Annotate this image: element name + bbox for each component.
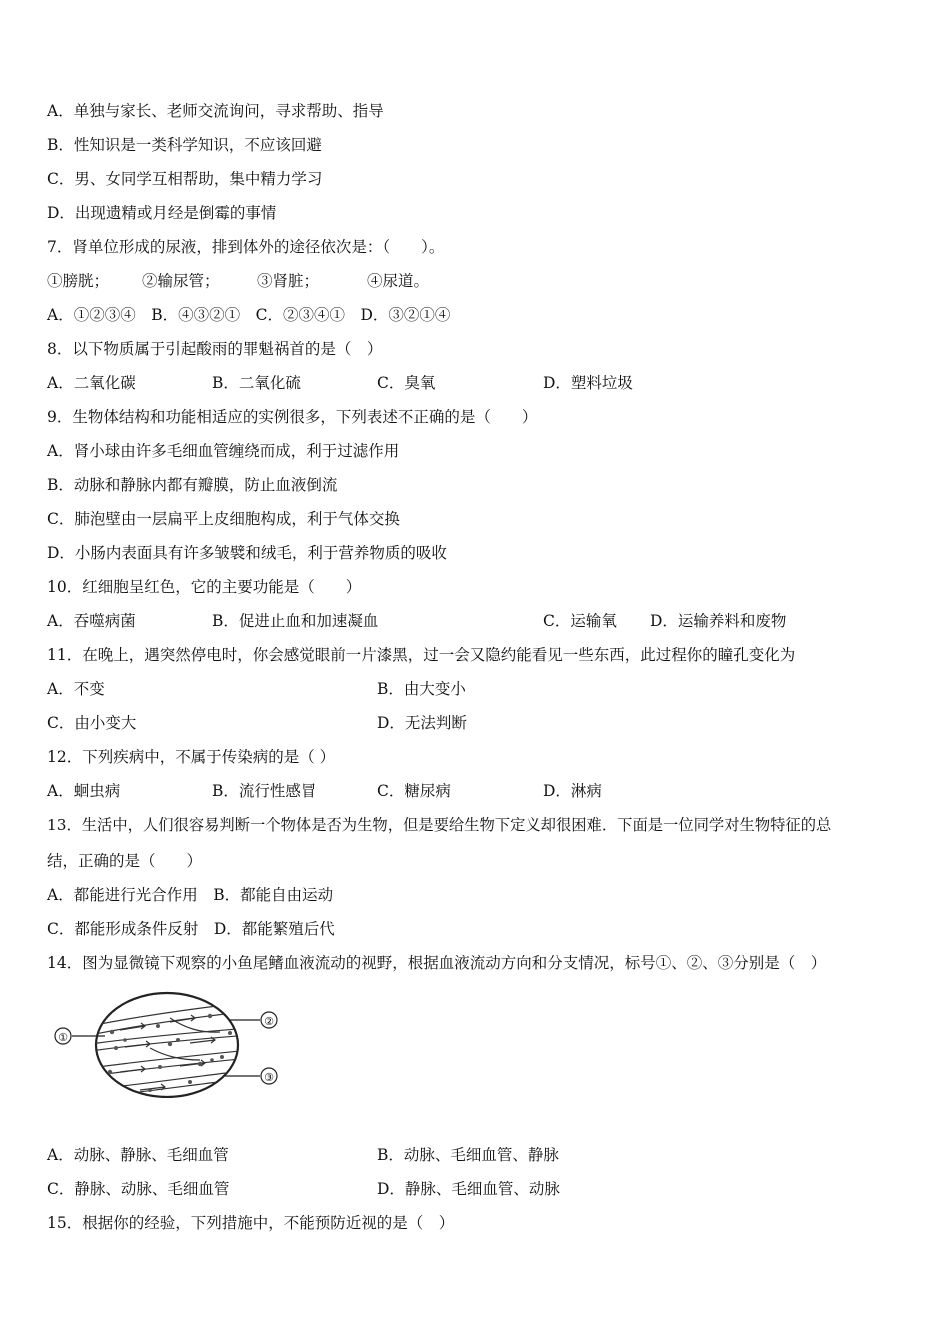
q11-stem: 11．在晚上，遇突然停电时，你会感觉眼前一片漆黑，过一会又隐约能看见一些东西，此过程你的瞳孔变化为 — [47, 646, 796, 664]
q6-option-b: B．性知识是一类科学知识，不应该回避 — [47, 136, 322, 154]
label-3: ③ — [264, 1071, 274, 1084]
q9-option-a: A．肾小球由许多毛细血管缠绕而成，利于过滤作用 — [47, 442, 400, 460]
q7-item-2: ②输尿管； — [142, 272, 220, 290]
q11-option-b: B．由大变小 — [377, 680, 466, 698]
view-field-circle — [96, 993, 238, 1097]
q10-option-d: D．运输养料和废物 — [650, 612, 787, 630]
q10-option-a: A．吞噬病菌 — [47, 612, 136, 630]
q13-stem-line1: 13．生活中，人们很容易判断一个物体是否为生物，但是要给生物下定义却很困难．下面是一位同学对生物特征的总 — [47, 816, 832, 834]
label-1: ① — [58, 1031, 68, 1044]
q15-stem: 15．根据你的经验，下列措施中，不能预防近视的是（ ） — [47, 1214, 455, 1232]
q8-option-a: A．二氧化碳 — [47, 374, 136, 392]
q9-option-c: C．肺泡壁由一层扁平上皮细胞构成，利于气体交换 — [47, 510, 400, 528]
q11-option-c: C．由小变大 — [47, 714, 137, 732]
q12-option-b: B．流行性感冒 — [212, 782, 317, 800]
q14-option-c: C．静脉、动脉、毛细血管 — [47, 1180, 230, 1198]
q8-option-c: C．臭氧 — [377, 374, 436, 392]
q12-option-c: C．糖尿病 — [377, 782, 451, 800]
q14-option-b: B．动脉、毛细血管、静脉 — [377, 1146, 559, 1164]
q10-option-c: C．运输氧 — [543, 612, 617, 630]
q6-option-d: D．出现遗精或月经是倒霉的事情 — [47, 204, 277, 222]
q13-options-ab: A．都能进行光合作用 B．都能自由运动 — [47, 886, 334, 904]
q11-option-d: D．无法判断 — [377, 714, 467, 732]
q14-option-d: D．静脉、毛细血管、动脉 — [377, 1180, 560, 1198]
q10-option-b: B．促进止血和加速凝血 — [212, 612, 379, 630]
q7-item-3: ③肾脏； — [257, 272, 320, 290]
q7-options: A．①②③④ B．④③②① C．②③④① D．③②①④ — [47, 306, 451, 324]
q12-option-d: D．淋病 — [543, 782, 602, 800]
q10-stem: 10．红细胞呈红色，它的主要功能是（ ） — [47, 578, 362, 596]
q7-item-1: ①膀胱； — [47, 272, 110, 290]
q14-option-a: A．动脉、静脉、毛细血管 — [47, 1146, 229, 1164]
q12-stem: 12．下列疾病中，不属于传染病的是（ ） — [47, 748, 336, 766]
q7-stem: 7．肾单位形成的尿液，排到体外的途径依次是：（ ）。 — [47, 238, 445, 256]
q6-option-c: C．男、女同学互相帮助，集中精力学习 — [47, 170, 323, 188]
q12-option-a: A．蛔虫病 — [47, 782, 121, 800]
q9-option-b: B．动脉和静脉内都有瓣膜，防止血液倒流 — [47, 476, 338, 494]
microscope-figure — [50, 988, 285, 1098]
q8-option-d: D．塑料垃圾 — [543, 374, 633, 392]
q8-option-b: B．二氧化硫 — [212, 374, 301, 392]
q7-item-4: ④尿道。 — [367, 272, 430, 290]
q13-stem-line2: 结，正确的是（ ） — [47, 852, 203, 870]
label-2: ② — [264, 1015, 274, 1028]
q9-option-d: D．小肠内表面具有许多皱襞和绒毛，利于营养物质的吸收 — [47, 544, 447, 562]
q9-stem: 9．生物体结构和功能相适应的实例很多，下列表述不正确的是（ ） — [47, 408, 538, 426]
fish-tail-blood-flow-diagram — [50, 988, 285, 1098]
q14-stem: 14．图为显微镜下观察的小鱼尾鳍血液流动的视野，根据血液流动方向和分支情况，标号①、②、③分别是（ ） — [47, 954, 827, 972]
q6-option-a: A．单独与家长、老师交流询问，寻求帮助、指导 — [47, 102, 384, 120]
q13-options-cd: C．都能形成条件反射 D．都能繁殖后代 — [47, 920, 335, 938]
q8-stem: 8．以下物质属于引起酸雨的罪魁祸首的是（ ） — [47, 340, 383, 358]
q11-option-a: A．不变 — [47, 680, 105, 698]
